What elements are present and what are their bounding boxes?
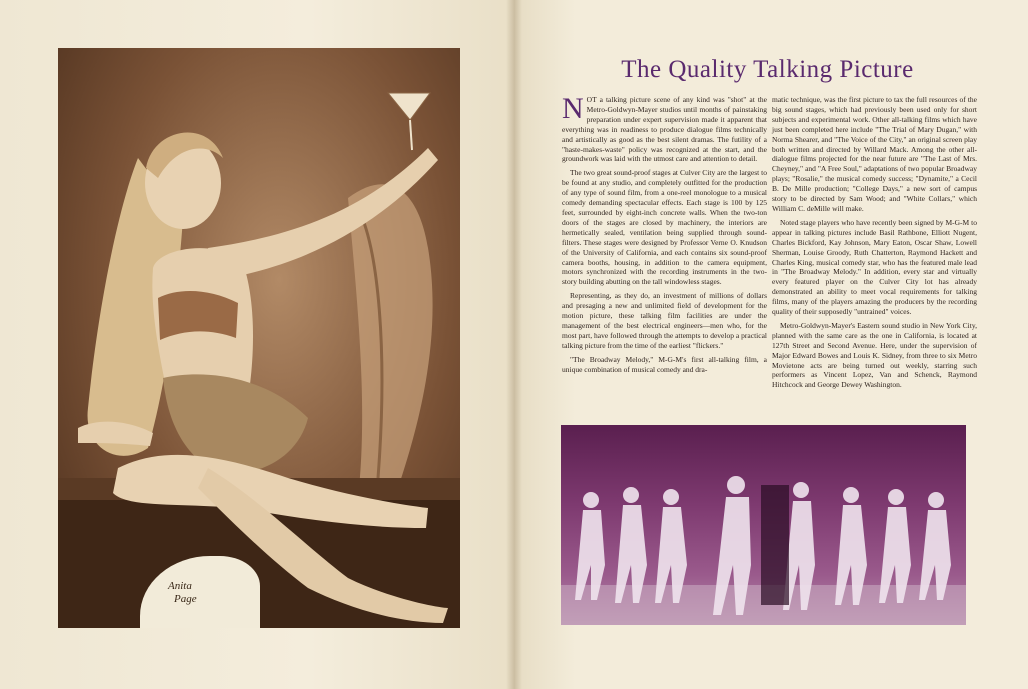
paragraph: Noted stage players who have recently been signed by M-G-M to appear in talking pictures include Basil Rathbone, Elliott Nugent, Charles Bickford, Kay Johnson, Mary Eaton, Oscar Shaw, Lowell Sherman, Louise Groody, Ruth Chatterton, Raymond Hackett and Charles King, musical comedy star, who has the featured male lead in "The Broadway Melody." In addition, every star and virtually every featured player on the Culver City lot has already demonstrated an ability to meet vocal requirements for talking films, many of the players amazing the producers by the recording quality of their supposedly "untrained" voices.: [772, 217, 977, 317]
gutter-shadow: [506, 0, 522, 689]
paragraph: The two great sound-proof stages at Culver City are the largest to be found at any studio, and completely outfitted for the production of any type of sound film, from a one-reel monologue to a musical comedy demanding spectacular effects. Each stage is 100 by 125 feet, surrounded by eight-inch concrete walls. When the two-ton doors of the stages are closed by machinery, the interiors are hermetically sealed, ventilation being supplied through sound-filters. These stages were designed by Professor Verne O. Knudson of the University of California, and each contains six sound-proof camera booths, housing, in addition to the camera equipment, motors synchronized with the recording instruments in the two-story building abutting on the tall windowless stages.: [562, 168, 767, 287]
caption-first-name: Anita: [168, 580, 192, 592]
paragraph: "The Broadway Melody," M-G-M's first all-talking film, a unique combination of musical comedy and dra-: [562, 354, 767, 374]
text-column-2: [772, 95, 977, 394]
drop-cap: N: [562, 92, 584, 125]
chorus-line-illustration: [561, 425, 966, 625]
portrait-photo: [58, 48, 460, 628]
paragraph: Metro-Goldwyn-Mayer's Eastern sound studio in New York City, planned with the same care as the one in California, is located at 127th Street and Second Avenue. Here, under the supervision of Major Edward Bowes and Louis K. Sidney, from three to six Metro Movietone acts are being turned out weekly, starring such performers as Vincent Lopez, Van and Schenck, Raymond Hitchcock and George Dewey Washington.: [772, 320, 977, 390]
caption-last-name: Page: [174, 593, 197, 605]
paragraph: NOT a talking picture scene of any kind was "shot" at the Metro-Goldwyn-Mayer studios until months of painstaking preparation under expert supervision made it apparent that everything was in readiness to produce dialogue films technically and artistically as good as the best silent dramas. The futility of a "haste-makes-waste" policy was recognized at the start, and the groundwork was laid with the utmost care and attention to detail.: [562, 92, 767, 164]
photo-caption: [168, 580, 238, 606]
chorus-line-photo: [561, 425, 966, 625]
paragraph: Representing, as they do, an investment of millions of dollars and presaging a new and unlimited field of development for the motion picture, these talking film facilities are under the management of the best electrical engineers—men who, for the most part, have followed through the attempts to develop a practical talking picture from the time of the earliest "flickers.": [562, 291, 767, 350]
portrait-illustration: [58, 48, 460, 628]
text-column-1: [562, 92, 767, 378]
page-title: The Quality Talking Picture: [621, 56, 914, 83]
paragraph: matic technique, was the first picture to tax the full resources of the big sound stages, which had previously been used only for short subjects and experimental work. Other all-talking films which have just been completed here include "The Trial of Mary Dugan," with Norma Shearer, and "The Voice of the City," an original screen play both written and directed by Willard Mack. Among the other all-dialogue films projected for the near future are "The Last of Mrs. Cheyney," and "A Free Soul," adaptations of two popular Broadway plays; "Rosalie," the musical comedy success; "Dynamite," a Cecil B. De Mille production; "College Days," a new sort of campus story to be directed by Sam Wood; and "White Collars," which William C. deMille will make.: [772, 95, 977, 213]
